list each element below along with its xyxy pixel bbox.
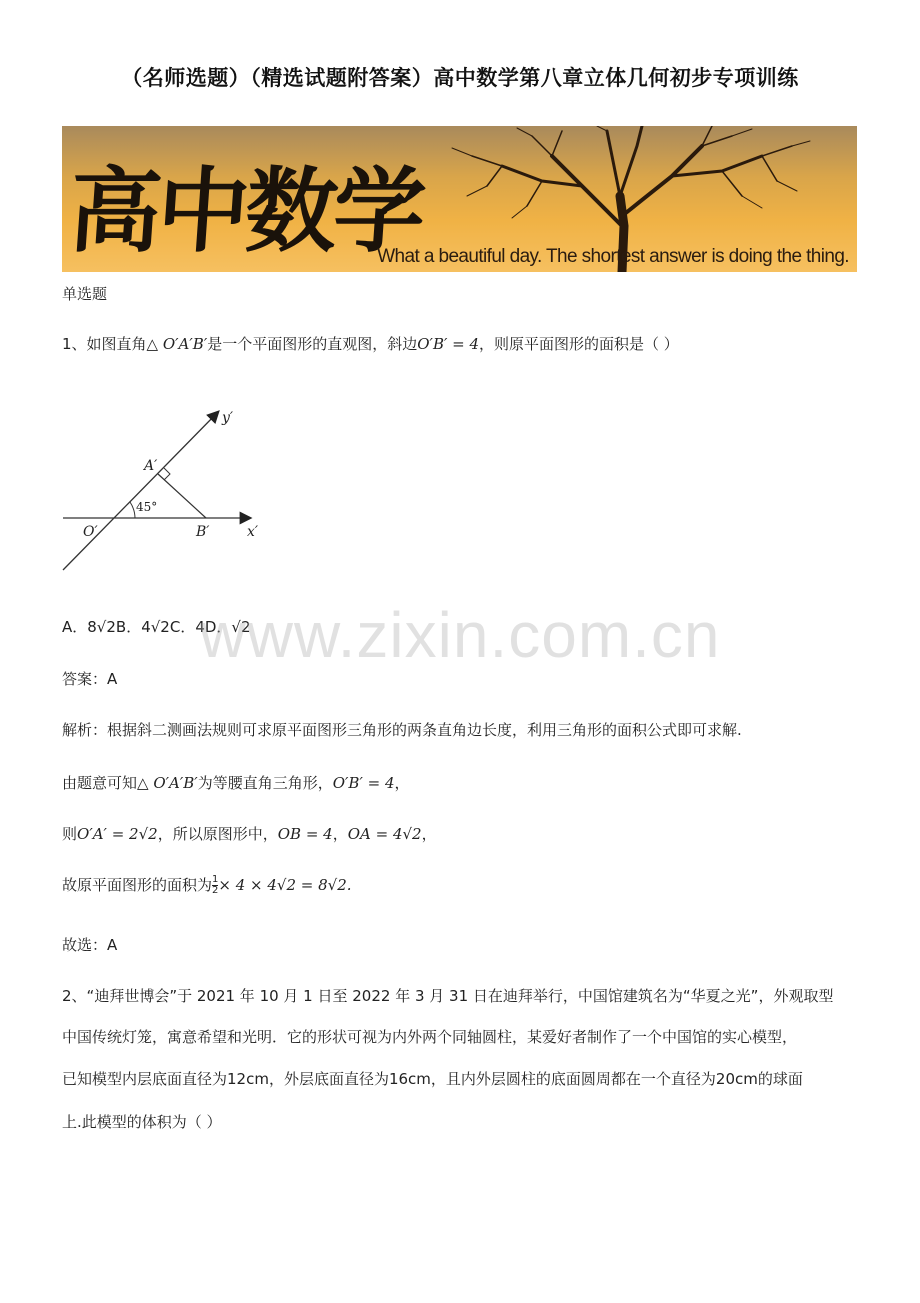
banner-title: 高中数学 <box>65 157 426 265</box>
angle-label: 45° <box>136 500 158 514</box>
question-1-choice: 故选：A <box>62 936 118 954</box>
solution-line-3: 故原平面图形的面积为 $\frac{1}{2}$ × 4 × 4√2 = 8√2. <box>62 874 352 896</box>
solution-line-1: 由题意可知△ 𝑂′𝐴′𝐵′为等腰直角三角形，𝑂′𝐵′ = 4， <box>62 774 410 792</box>
question-2-line-3: 已知模型内层底面直径为12cm，外层底面直径为16cm，且内外层圆柱的底面圆周都在一个直径为20cm的球面 <box>62 1070 803 1088</box>
watermark: www.zixin.com.cn <box>199 599 721 671</box>
fraction-one-half: $\frac{1}{2}$ <box>212 874 219 896</box>
question-1-figure <box>60 400 270 575</box>
question-1-options: A．8√2B．4√2C．4D．√2 <box>62 618 251 636</box>
question-1-analysis: 解析：根据斜二测画法规则可求原平面图形三角形的两条直角边长度，利用三角形的面积公式即可求解. <box>62 721 742 739</box>
question-2-line-1: 2、“迪拜世博会”于 2021 年 10 月 1 日至 2022 年 3 月 31 日在迪拜举行，中国馆建筑名为“华夏之光”，外观取型 <box>62 987 834 1005</box>
x-axis-label: x′ <box>247 524 259 540</box>
right-angle-mark <box>164 468 170 480</box>
solution-line-2: 则𝑂′𝐴′ = 2√2，所以原图形中，𝑂𝐵 = 4，𝑂𝐴 = 4√2， <box>62 825 437 843</box>
question-2-line-4: 上.此模型的体积为（ ） <box>62 1113 222 1131</box>
point-b-label: B′ <box>196 524 210 540</box>
document-title: （名师选题）（精选试题附答案）高中数学第八章立体几何初步专项训练 <box>121 66 799 90</box>
question-1-stem: 1、如图直角△ 𝑂′𝐴′𝐵′是一个平面图形的直观图，斜边𝑂′𝐵′ = 4，则原平面图形的面积是（ ） <box>62 335 679 353</box>
point-o-label: O′ <box>83 524 98 540</box>
question-1-answer: 答案：A <box>62 670 118 688</box>
segment-ab <box>158 474 206 518</box>
y-axis-label: y′ <box>222 410 234 426</box>
section-heading: 单选题 <box>62 285 108 303</box>
point-a-label: A′ <box>144 458 158 474</box>
y-axis-line <box>63 412 218 570</box>
banner-slogan: What a beautiful day. The shortest answer is doing the thing. <box>377 246 849 267</box>
question-2-line-2: 中国传统灯笼，寓意希望和光明．它的形状可视为内外两个同轴圆柱，某爱好者制作了一个中国馆的实心模型， <box>62 1028 798 1046</box>
angle-arc <box>130 502 135 518</box>
banner-image <box>62 126 857 272</box>
